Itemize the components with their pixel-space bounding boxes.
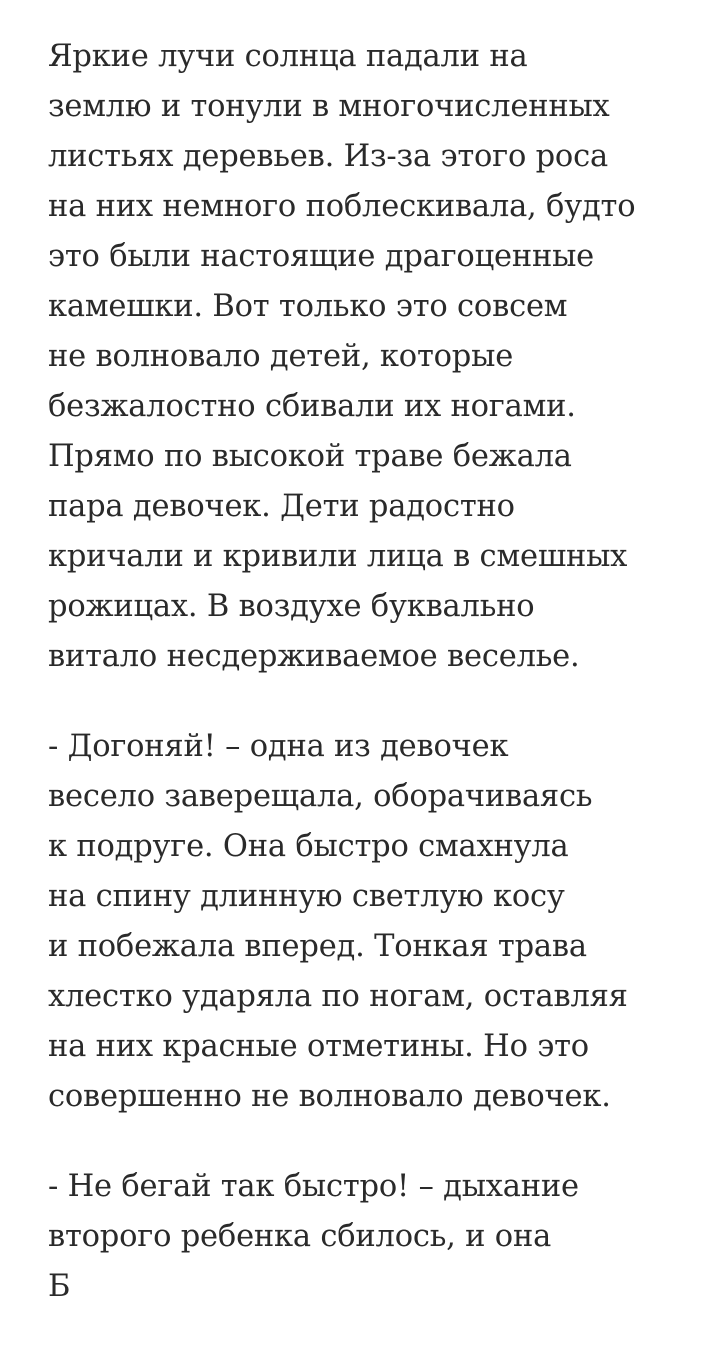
text-line: совершенно не волновало девочек.: [48, 1079, 611, 1114]
text-line: - Не бегай так быстро! – дыхание: [48, 1169, 579, 1204]
text-line: кричали и кривили лица в смешных: [48, 539, 628, 574]
text-line: на них немного поблескивала, будто: [48, 189, 636, 224]
text-line: - Догоняй! – одна из девочек: [48, 729, 509, 764]
paragraph-1: [48, 32, 688, 682]
text-line: листьях деревьев. Из-за этого роса: [48, 139, 608, 174]
text-line: Б: [48, 1269, 71, 1304]
text-line: витало несдерживаемое веселье.: [48, 639, 580, 674]
book-text: [48, 32, 688, 1352]
text-line: камешки. Вот только это совсем: [48, 289, 568, 324]
text-line: весело заверещала, оборачиваясь: [48, 779, 593, 814]
text-line: безжалостно сбивали их ногами.: [48, 389, 576, 424]
text-line: второго ребенка сбилось, и она: [48, 1219, 552, 1254]
text-line: рожицах. В воздухе буквально: [48, 589, 535, 624]
text-line: Яркие лучи солнца падали на: [48, 39, 528, 74]
text-line: к подруге. Она быстро смахнула: [48, 829, 569, 864]
text-line: на них красные отметины. Но это: [48, 1029, 589, 1064]
text-line: Прямо по высокой траве бежала: [48, 439, 572, 474]
text-line: хлестко ударяла по ногам, оставляя: [48, 979, 628, 1014]
text-line: землю и тонули в многочисленных: [48, 89, 610, 124]
text-line: это были настоящие драгоценные: [48, 239, 595, 274]
paragraph-2: [48, 722, 688, 1122]
text-line: на спину длинную светлую косу: [48, 879, 565, 914]
text-line: пара девочек. Дети радостно: [48, 489, 515, 524]
text-line: и побежала вперед. Тонкая трава: [48, 929, 587, 964]
text-line: не волновало детей, которые: [48, 339, 514, 374]
paragraph-3: [48, 1162, 688, 1312]
